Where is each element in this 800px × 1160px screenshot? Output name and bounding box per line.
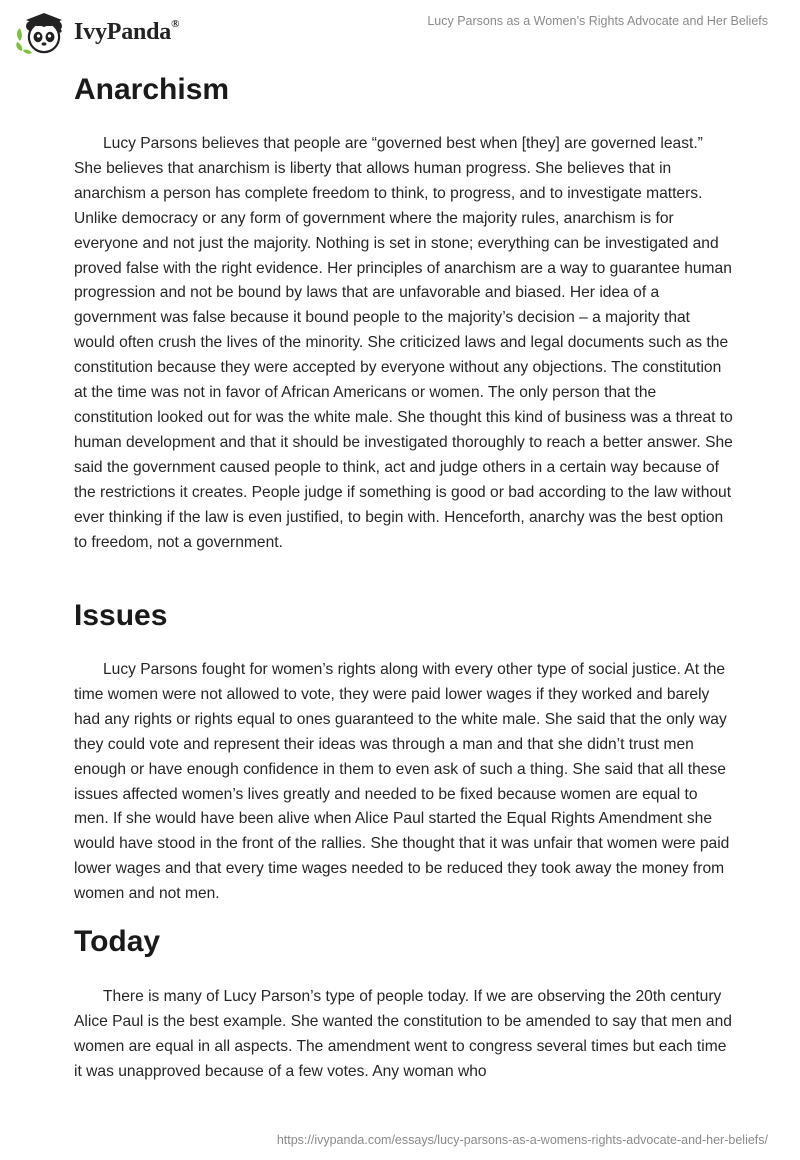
heading-today: Today	[74, 925, 161, 958]
page-header	[0, 0, 800, 62]
paragraph-anarchism: Lucy Parsons believes that people are “governed best when [they] are governed least.” She believes that anarchism is liberty that allows human progress. She believes that in anarchism a person has complete freedom to think, to progress, and to investigate matters. Unlike democracy or any form of government where the majority rules, anarchism is for everyone and not just the majority. Nothing is set in stone; everything can be investigated and proved false with the right evidence. Her principles of anarchism are a way to guarantee human progression and not be bound by laws that are unfavorable and biased. Her idea of a government was false because it bound people to the majority’s decision – a majority that would often crush the lives of the minority. She criticized laws and legal documents such as the constitution because they were accepted by everyone without any objections. The constitution at the time was not in favor of African Americans or women. The only person that the constitution looked out for was the white male. She thought this kind of business was a threat to human development and that it should be investigated thoroughly to reach a better answer. She said the government caused people to think, act and judge others in a certain way because of the restrictions it creates. People judge if something is good or bad according to the law without ever thinking if the law is even justified, to begin with. Henceforth, anarchy was the best option to freedom, not a government.	[74, 135, 733, 551]
paragraph-today: There is many of Lucy Parson’s type of people today. If we are observing the 20th century Alice Paul is the best example. She wanted the constitution to be amended to say that men and women are equal in all aspects. The amendment went to congress several times but each time it was unapproved because of a few votes. Any woman who	[74, 988, 732, 1080]
ivypanda-logo[interactable]	[14, 7, 179, 57]
heading-issues: Issues	[74, 599, 168, 632]
source-url[interactable]: https://ivypanda.com/essays/lucy-parsons-as-a-womens-rights-advocate-and-her-beliefs/	[276, 1133, 768, 1147]
paragraph-issues: Lucy Parsons fought for women’s rights along with every other type of social justice. At the time women were not allowed to vote, they were paid lower wages if they worked and barely had any rights or rights equal to ones guaranteed to the white male. She said that the only way they could vote and represent their ideas was through a man and that she didn’t trust men enough or have enough confidence in them to even ask of such a thing. She said that all these issues affected women’s lives greatly and needed to be fixed because women are equal to men. If she would have been alive when Alice Paul started the Equal Rights Amendment she would have stood in the front of the rallies. She thought that it was unfair that women were paid lower wages and that every time wages needed to be reduced they took away the money from women and not men.	[74, 661, 730, 903]
document-title: Lucy Parsons as a Women’s Rights Advocate and Her Beliefs	[427, 14, 768, 28]
brand-name: IvyPanda®	[74, 17, 180, 45]
heading-anarchism: Anarchism	[74, 73, 230, 106]
panda-graduate-icon	[14, 7, 72, 57]
